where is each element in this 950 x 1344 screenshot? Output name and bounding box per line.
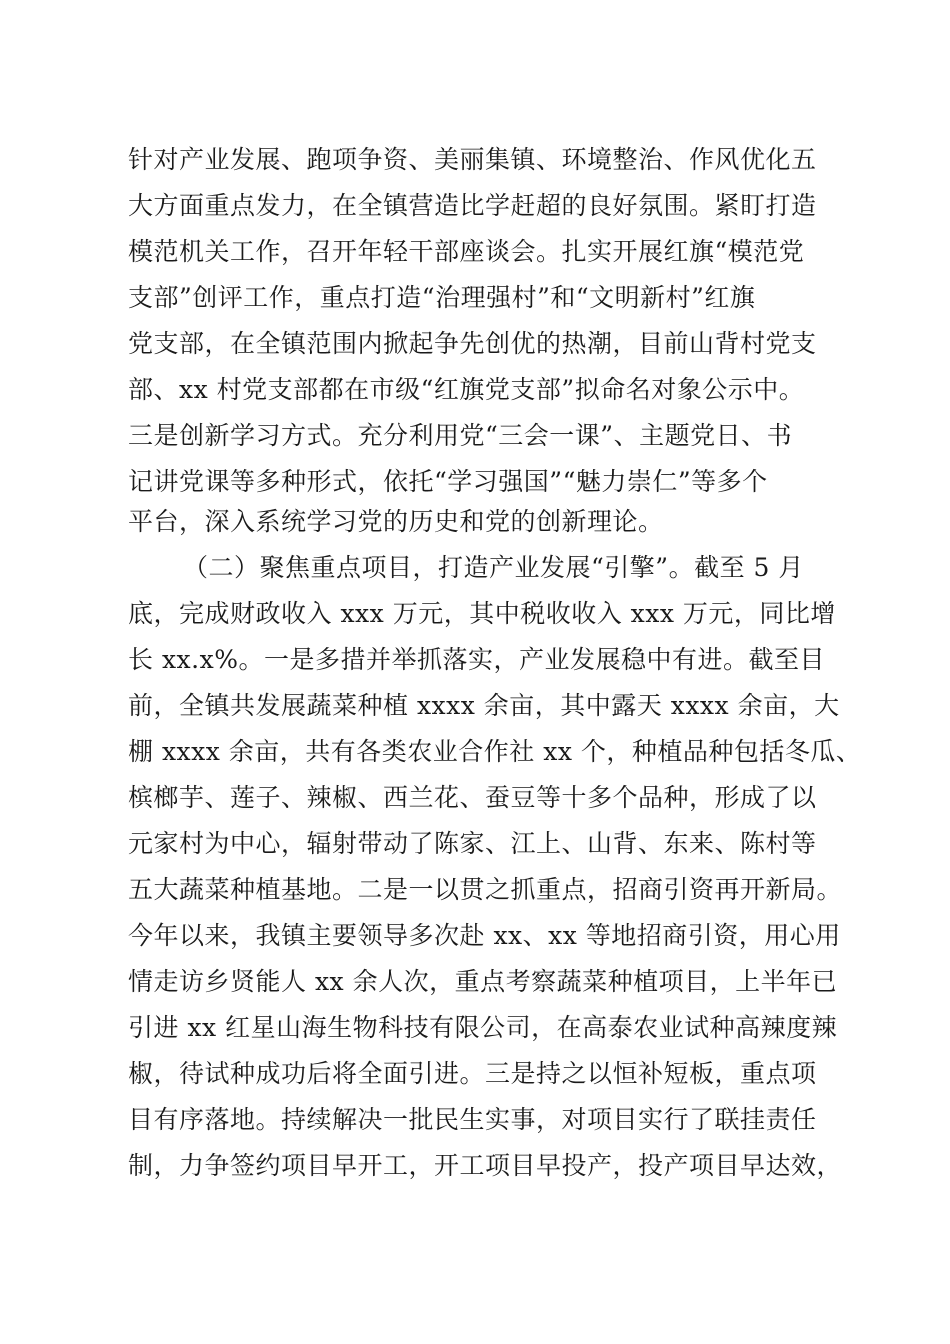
text-line: 元家村为中心，辐射带动了陈家、江上、山背、东来、陈村等 [128, 829, 817, 858]
text-line: 部、xx 村党支部都在市级“红旗党支部”拟命名对象公示中。 [128, 375, 805, 404]
text-line: 前，全镇共发展蔬菜种植 xxxx 余亩，其中露天 xxxx 余亩，大 [128, 691, 840, 720]
section-heading-line: （二）聚焦重点项目，打造产业发展“引擎”。截至 5 月 [183, 553, 804, 582]
text-line: 情走访乡贤能人 xx 余人次，重点考察蔬菜种植项目，上半年已 [128, 967, 838, 996]
text-line: 今年以来，我镇主要领导多次赴 xx、xx 等地招商引资，用心用 [128, 921, 841, 950]
text-line: 党支部，在全镇范围内掀起争先创优的热潮，目前山背村党支 [128, 329, 817, 358]
text-line: 椒，待试种成功后将全面引进。三是持之以恒补短板，重点项 [128, 1059, 817, 1088]
text-line: 棚 xxxx 余亩，共有各类农业合作社 xx 个，种植品种包括冬瓜、 [128, 737, 862, 766]
text-line: 引进 xx 红星山海生物科技有限公司，在高泰农业试种高辣度辣 [128, 1013, 838, 1042]
text-line: 制，力争签约项目早开工，开工项目早投产，投产项目早达效， [128, 1151, 843, 1180]
text-line: 平台，深入系统学习党的历史和党的创新理论。 [128, 507, 664, 536]
text-line: 三是创新学习方式。充分利用党“三会一课”、主题党日、书 [128, 421, 793, 450]
text-line: 模范机关工作，召开年轻干部座谈会。扎实开展红旗“模范党 [128, 237, 805, 266]
text-line: 五大蔬菜种植基地。二是一以贯之抓重点，招商引资再开新局。 [128, 875, 843, 904]
text-line: 长 xx.x%。一是多措并举抓落实，产业发展稳中有进。截至目 [128, 645, 825, 674]
text-line: 目有序落地。持续解决一批民生实事，对项目实行了联挂责任 [128, 1105, 817, 1134]
text-line: 槟榔芋、莲子、辣椒、西兰花、蚕豆等十多个品种，形成了以 [128, 783, 817, 812]
text-line: 针对产业发展、跑项争资、美丽集镇、环境整治、作风优化五 [128, 145, 817, 174]
text-line: 大方面重点发力，在全镇营造比学赶超的良好氛围。紧盯打造 [128, 191, 817, 220]
text-line: 底，完成财政收入 xxx 万元，其中税收收入 xxx 万元，同比增 [128, 599, 836, 628]
text-line: 记讲党课等多种形式，依托“学习强国”“魅力崇仁”等多个 [128, 467, 768, 496]
text-line: 支部”创评工作，重点打造“治理强村”和“文明新村”红旗 [128, 283, 756, 312]
